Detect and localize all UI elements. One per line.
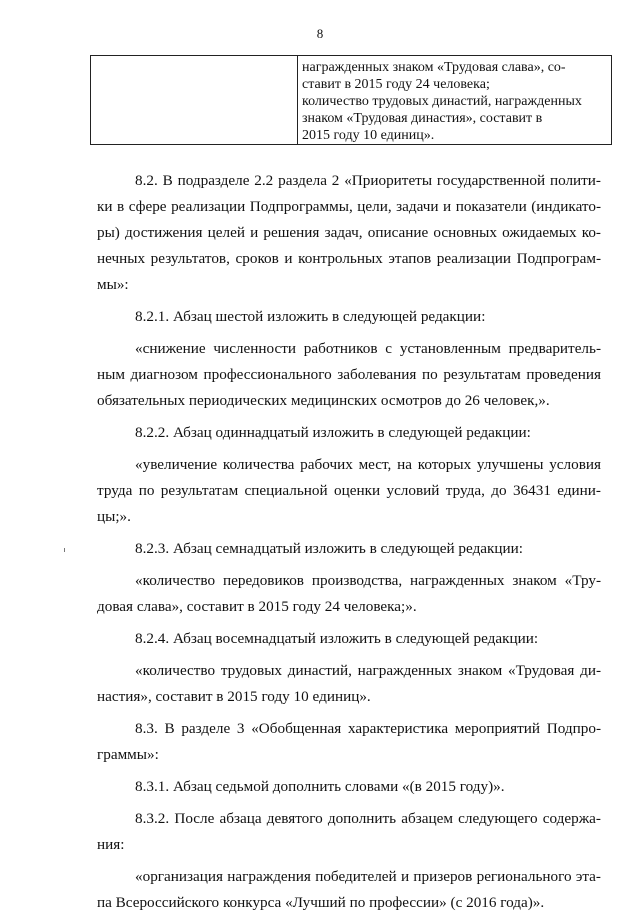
paragraph-8-3-2: 8.3.2. После абзаца девятого дополнить абзацем следующего содержа-ния:	[97, 810, 601, 853]
table-cell-line: ставит в 2015 году 24 человека;	[302, 77, 490, 92]
continuation-table	[90, 55, 612, 145]
paragraph-8-2-3-text: «количество передовиков производства, награжденных знаком «Тру-довая слава», составит в 2015 году 24 человека;».	[97, 572, 601, 615]
paragraph-8-3-1: 8.3.1. Абзац седьмой дополнить словами «(в 2015 году)».	[135, 778, 505, 795]
table-row	[91, 56, 612, 145]
table-cell-indicators	[298, 56, 612, 145]
paragraph-8-2-2-text: «увеличение количества рабочих мест, на которых улучшены условия труда по результатам специальной оценки условий труда, до 36431 едини-цы;».	[97, 456, 601, 525]
paragraph-8-2-1: 8.2.1. Абзац шестой изложить в следующей редакции:	[135, 308, 486, 325]
scan-artifact	[64, 548, 65, 552]
paragraph-8-2-4: 8.2.4. Абзац восемнадцатый изложить в следующей редакции:	[135, 630, 539, 647]
table-cell-empty	[91, 56, 298, 145]
table-cell-line: знаком «Трудовая династия», составит в	[302, 111, 543, 126]
paragraph-8-2-4-text: «количество трудовых династий, награжденных знаком «Трудовая ди-настия», составит в 2015 году 10 единиц».	[97, 662, 601, 705]
document-body	[97, 168, 601, 916]
paragraph-8-2-2: 8.2.2. Абзац одиннадцатый изложить в следующей редакции:	[135, 424, 531, 441]
paragraph-8-3: 8.3. В разделе 3 «Обобщенная характеристика мероприятий Подпро-граммы»:	[97, 720, 601, 763]
paragraph-8-2-1-text: «снижение численности работников с установленным предваритель-ным диагнозом профессионального заболевания по результатам проведения обязательных периодических медицинских осмотров до 26 человек,».	[97, 340, 601, 409]
page-number: 8	[316, 26, 324, 41]
table-cell-line: награжденных знаком «Трудовая слава», со-	[302, 60, 566, 75]
paragraph-8-3-2-text: «организация награждения победителей и призеров регионального эта-па Всероссийского конкурса «Лучший по профессии» (с 2016 года)».	[97, 868, 601, 911]
table-cell-line: количество трудовых династий, награжденных	[302, 94, 582, 109]
table-cell-line: 2015 году 10 единиц».	[302, 128, 435, 143]
paragraph-8-2: 8.2. В подразделе 2.2 раздела 2 «Приоритеты государственной полити-ки в сфере реализации Подпрограммы, цели, задачи и показатели (индикато-ры) достижения целей и решения задач, описание основных ожидаемых ко-нечных результатов, сроков и контрольных этапов реализации Подпрограм-мы»:	[97, 172, 601, 293]
paragraph-8-2-3: 8.2.3. Абзац семнадцатый изложить в следующей редакции:	[135, 540, 524, 557]
